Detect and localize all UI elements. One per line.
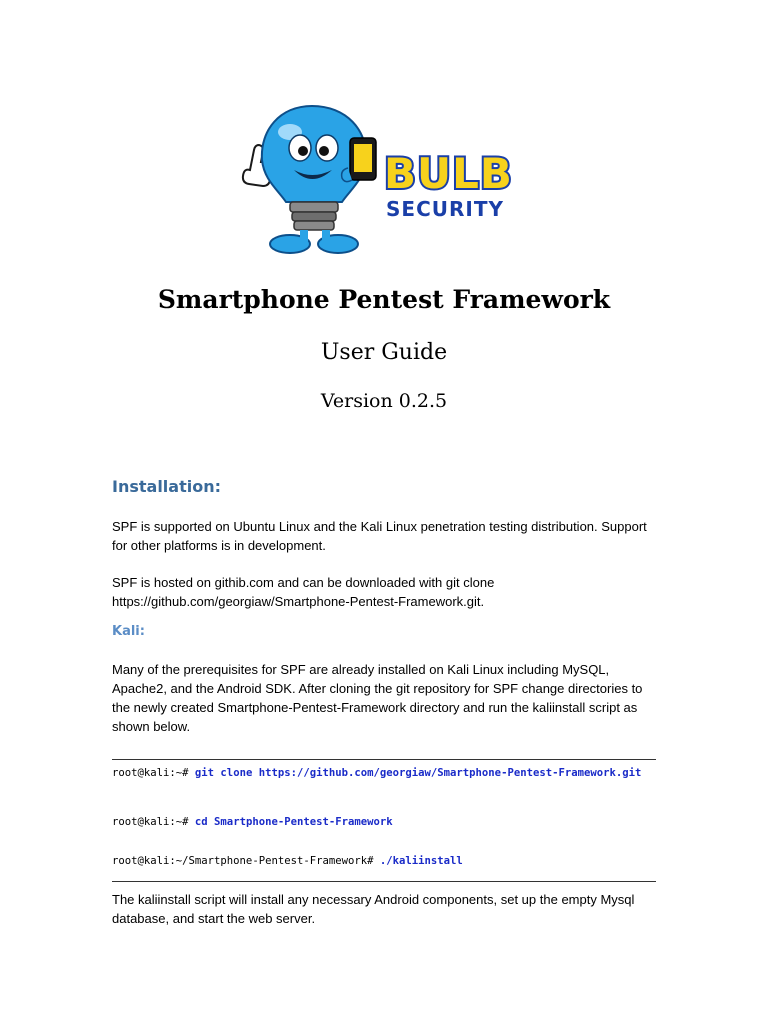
document-subtitle: User Guide — [320, 340, 448, 365]
document-version: Version 0.2.5 — [320, 390, 448, 412]
lightbulb-mascot-icon — [232, 98, 548, 264]
command-prompt: root@kali:~# — [112, 767, 195, 779]
installation-heading: Installation: — [112, 477, 221, 496]
command-line — [112, 763, 652, 784]
command-text: git clone https://github.com/georgiaw/Smartphone-Pentest-Framework.git — [194, 767, 642, 779]
code-block-bottom-rule — [112, 881, 656, 882]
command-line — [112, 812, 652, 833]
code-block-top-rule — [112, 759, 656, 760]
command-text: ./kaliinstall — [379, 855, 463, 867]
kali-paragraph: Many of the prerequisites for SPF are already installed on Kali Linux including MySQL, Apache2, and the Android SDK. After cloning the git repository for SPF change directories to the newly created Smartphone-Pentest-Framework directory and run the kaliinstall script as shown below. — [112, 662, 643, 734]
support-paragraph: SPF is supported on Ubuntu Linux and the Kali Linux penetration testing distribution. Support for other platforms is in development. — [112, 519, 647, 553]
command-prompt: root@kali:~/Smartphone-Pentest-Framework# — [112, 855, 380, 867]
document-title: Smartphone Pentest Framework — [157, 285, 611, 314]
bulb-security-logo — [232, 98, 548, 264]
command-line — [112, 851, 652, 872]
brand-bottom: SECURITY — [386, 197, 504, 221]
command-prompt: root@kali:~# — [112, 816, 195, 828]
kaliinstall-paragraph: The kaliinstall script will install any necessary Android components, set up the empty Mysql database, and start the web server. — [112, 892, 635, 926]
hosting-paragraph: SPF is hosted on githib.com and can be downloaded with git clone https://github.com/georgiaw/Smartphone-Pentest-Framework.git. — [112, 575, 495, 609]
command-text: cd Smartphone-Pentest-Framework — [194, 816, 393, 828]
brand-top: BULB — [384, 149, 513, 198]
kali-heading: Kali: — [112, 624, 145, 639]
